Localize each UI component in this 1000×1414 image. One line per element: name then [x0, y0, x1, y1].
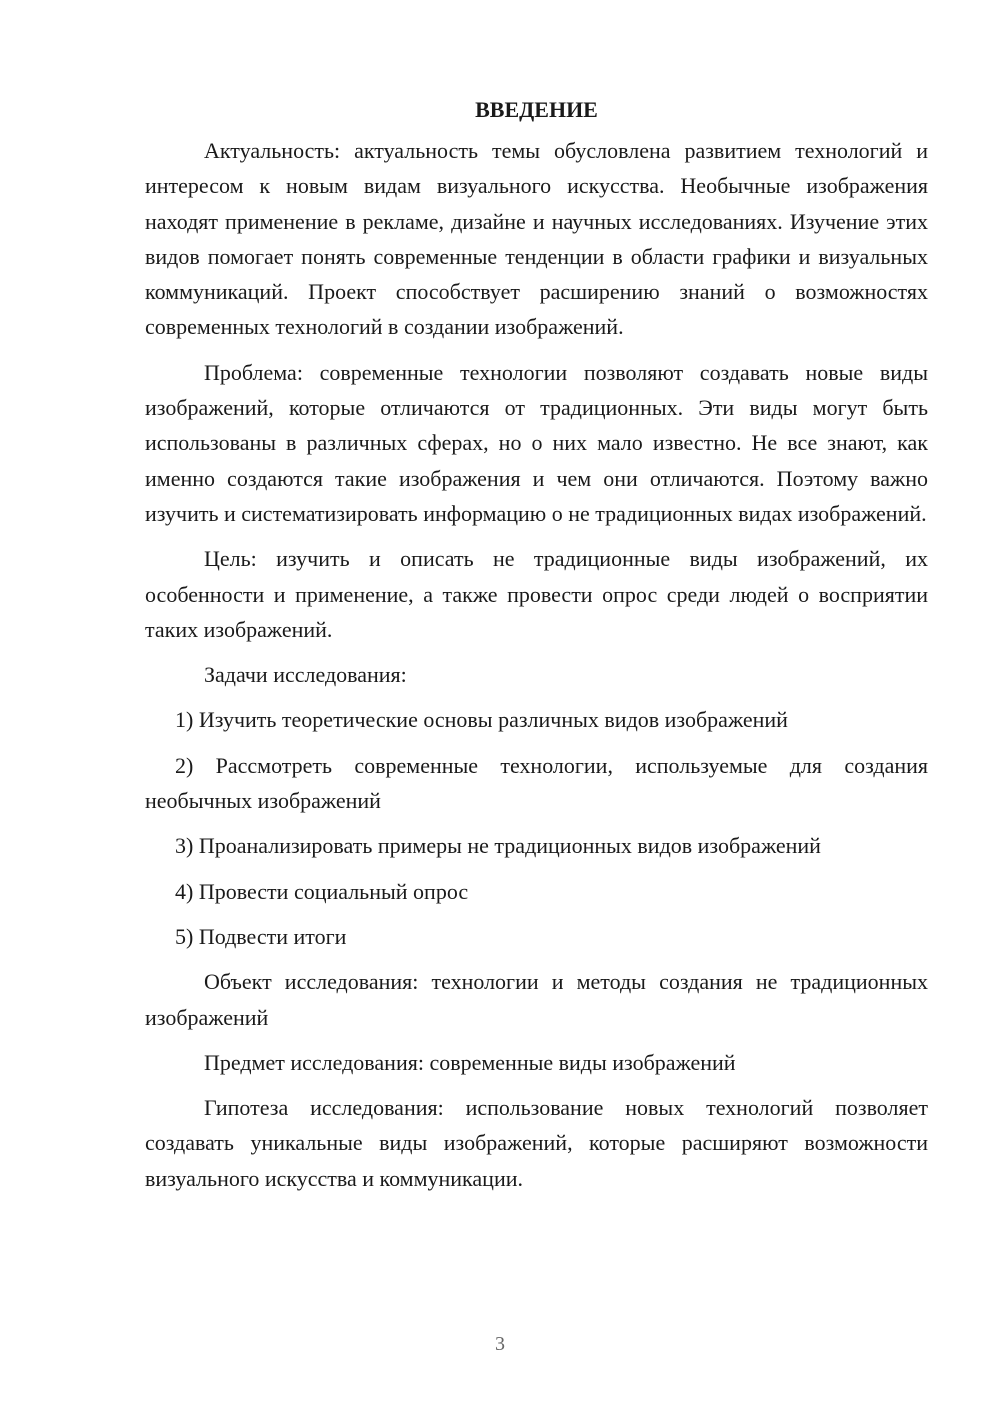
document-body	[145, 92, 928, 1196]
task-item-4: 4) Провести социальный опрос	[175, 878, 469, 904]
page-number: 3	[495, 1333, 505, 1355]
paragraph-hypothesis: Гипотеза исследования: использование новых технологий позволяет создавать уникальные виды изображений, которые расширяют возможности визуального искусства и коммуникации.	[145, 1095, 928, 1191]
page-title: ВВЕДЕНИЕ	[475, 97, 598, 122]
tasks-heading: Задачи исследования:	[204, 662, 407, 688]
paragraph-relevance: Актуальность: актуальность темы обусловлена развитием технологий и интересом к новым видам визуального искусства. Необычные изображения находят применение в рекламе, дизайне и научных исследованиях. Изучение этих видов помогает понять современные тенденции в области графики и визуальных коммуникаций. Проект способствует расширению знаний о возможностях современных технологий в создании изображений.	[145, 138, 928, 340]
task-item-2: 2) Рассмотреть современные технологии, используемые для создания необычных изображений	[145, 752, 928, 814]
task-item-3: 3) Проанализировать примеры не традиционных видов изображений	[175, 833, 821, 859]
task-item-5: 5) Подвести итоги	[175, 923, 347, 949]
paragraph-goal: Цель: изучить и описать не традиционные виды изображений, их особенности и применение, а также провести опрос среди людей о восприятии таких изображений.	[145, 546, 928, 642]
task-item-1: 1) Изучить теоретические основы различных видов изображений	[175, 707, 788, 733]
paragraph-object: Объект исследования: технологии и методы создания не традиционных изображений	[145, 969, 928, 1030]
paragraph-subject: Предмет исследования: современные виды изображений	[204, 1049, 736, 1075]
paragraph-problem: Проблема: современные технологии позволяют создавать новые виды изображений, которые отличаются от традиционных. Эти виды могут быть использованы в различных сферах, но о них мало известно. Не все знают, как именно создаются такие изображения и чем они отличаются. Поэтому важно изучить и систематизировать информацию о не традиционных видах изображений.	[145, 359, 928, 526]
